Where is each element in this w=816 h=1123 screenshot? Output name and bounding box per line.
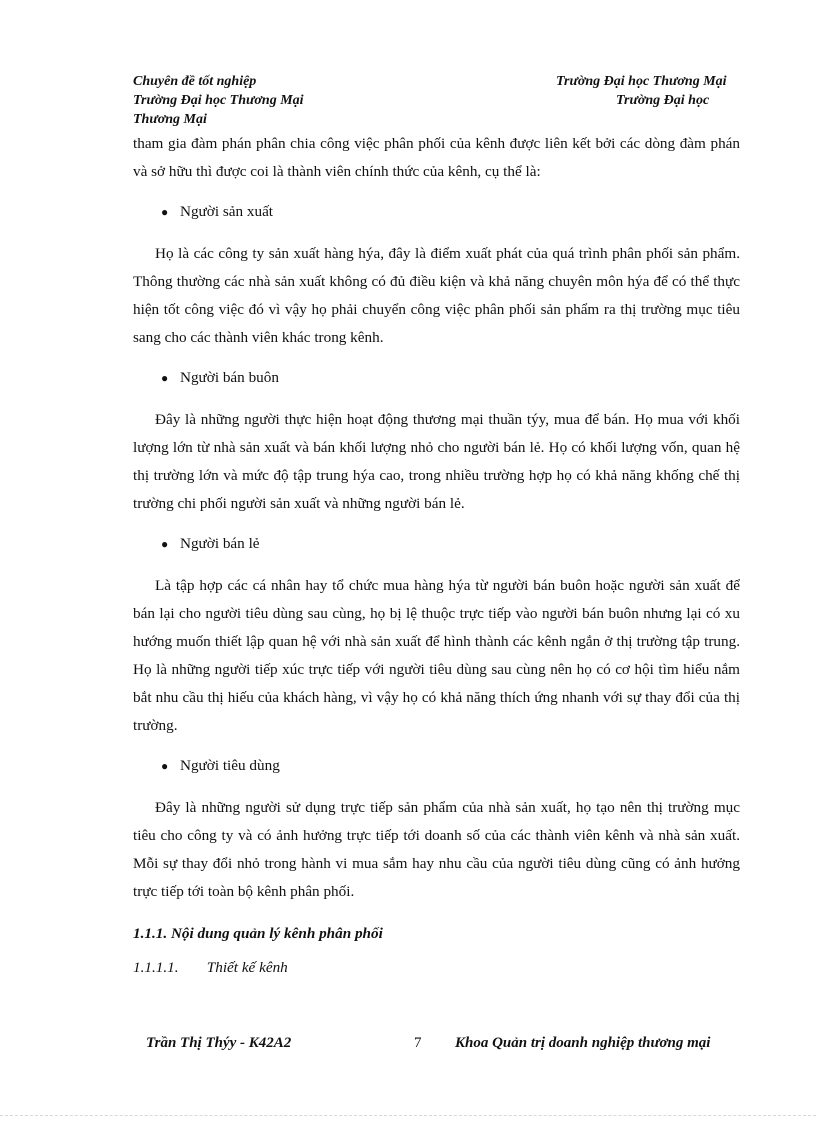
- subsection-number: 1.1.1.1.: [133, 959, 179, 976]
- bullet-icon: ●: [161, 371, 169, 385]
- footer-faculty: Khoa Quản trị doanh nghiệp thương mại: [455, 1035, 711, 1051]
- bullet-label: Người sản xuất: [180, 203, 274, 220]
- bullet-icon: ●: [161, 759, 169, 773]
- bullet-label: Người bán lẻ: [180, 535, 260, 552]
- footer-author: Trần Thị Thýy - K42A2: [146, 1035, 292, 1051]
- paragraph-wholesaler: Đây là những người thực hiện hoạt động thương mại thuần týy, mua để bán. Họ mua với khối lượng lớn từ nhà sản xuất và bán khối lượng nhỏ cho người bán lẻ. Họ có khối lượng vốn, quan hệ thị trường lớn và mức độ tập trung hýa cao, trong nhiều trường hợp họ có khả năng khống chế thị trường chi phối người sản xuất và những người bán lẻ.: [133, 411, 740, 512]
- paragraph-retailer: Là tập hợp các cá nhân hay tổ chức mua hàng hýa từ người bán buôn hoặc người sản xuất để bán lại cho người tiêu dùng sau cùng, họ bị lệ thuộc trực tiếp vào người bán buôn nhưng lại có xu hướng muốn thiết lập quan hệ với nhà sản xuất để hình thành các kênh ngắn ở thị trường tập trung. Họ là những người tiếp xúc trực tiếp với người tiêu dùng sau cùng nên họ có cơ hội tìm hiểu nắm bắt nhu cầu thị hiếu của khách hàng, vì vậy họ có khả năng thích ứng nhanh với sự thay đổi của thị trường.: [133, 577, 740, 734]
- document-body: [133, 130, 740, 982]
- footer-page-number: 7: [414, 1035, 422, 1051]
- bullet-label: Người tiêu dùng: [180, 757, 280, 774]
- header-left-line-2: Trường Đại học Thương Mại: [133, 93, 304, 108]
- bullet-consumer: [133, 752, 740, 780]
- paragraph-producer: Họ là các công ty sản xuất hàng hýa, đây là điểm xuất phát của quá trình phân phối sản phẩm. Thông thường các nhà sản xuất không có đủ điều kiện và khả năng chuyên môn hýa để có thể thực hiện tốt công việc đó vì vậy họ phải chuyển công việc phân phối sản phẩm ra thị trường mục tiêu sang cho các thành viên khác trong kênh.: [133, 245, 740, 346]
- bullet-wholesaler: [133, 364, 740, 392]
- header-right-line-2: Trường Đại học: [616, 93, 710, 108]
- subsection-heading: [133, 954, 740, 982]
- bullet-retailer: [133, 530, 740, 558]
- paragraph-consumer: Đây là những người sử dụng trực tiếp sản phẩm của nhà sản xuất, họ tạo nên thị trường mục tiêu cho công ty và có ảnh hưởng trực tiếp tới doanh số của các thành viên kênh và nhà sản xuất. Mỗi sự thay đổi nhỏ trong hành vi mua sắm hay nhu cầu của người tiêu dùng cũng có ảnh hưởng trực tiếp tới toàn bộ kênh phân phối.: [133, 799, 740, 900]
- intro-paragraph: tham gia đàm phán phân chia công việc phân phối của kênh được liên kết bởi các dòng đàm phán và sở hữu thì được coi là thành viên chính thức của kênh, cụ thể là:: [133, 135, 740, 180]
- header-left-line-3: Thương Mại: [133, 112, 207, 127]
- header-left: [133, 72, 304, 129]
- header-right-line-1: Trường Đại học Thương Mại: [556, 74, 727, 89]
- bullet-label: Người bán buôn: [180, 369, 279, 386]
- section-heading: 1.1.1. Nội dung quản lý kênh phân phối: [133, 925, 383, 942]
- bullet-producer: [133, 198, 740, 226]
- subsection-title: Thiết kế kênh: [206, 959, 288, 976]
- page-divider: [0, 1115, 816, 1116]
- bullet-icon: ●: [161, 537, 169, 551]
- bullet-icon: ●: [161, 205, 169, 219]
- header-left-line-1: Chuyên đề tốt nghiệp: [133, 74, 257, 89]
